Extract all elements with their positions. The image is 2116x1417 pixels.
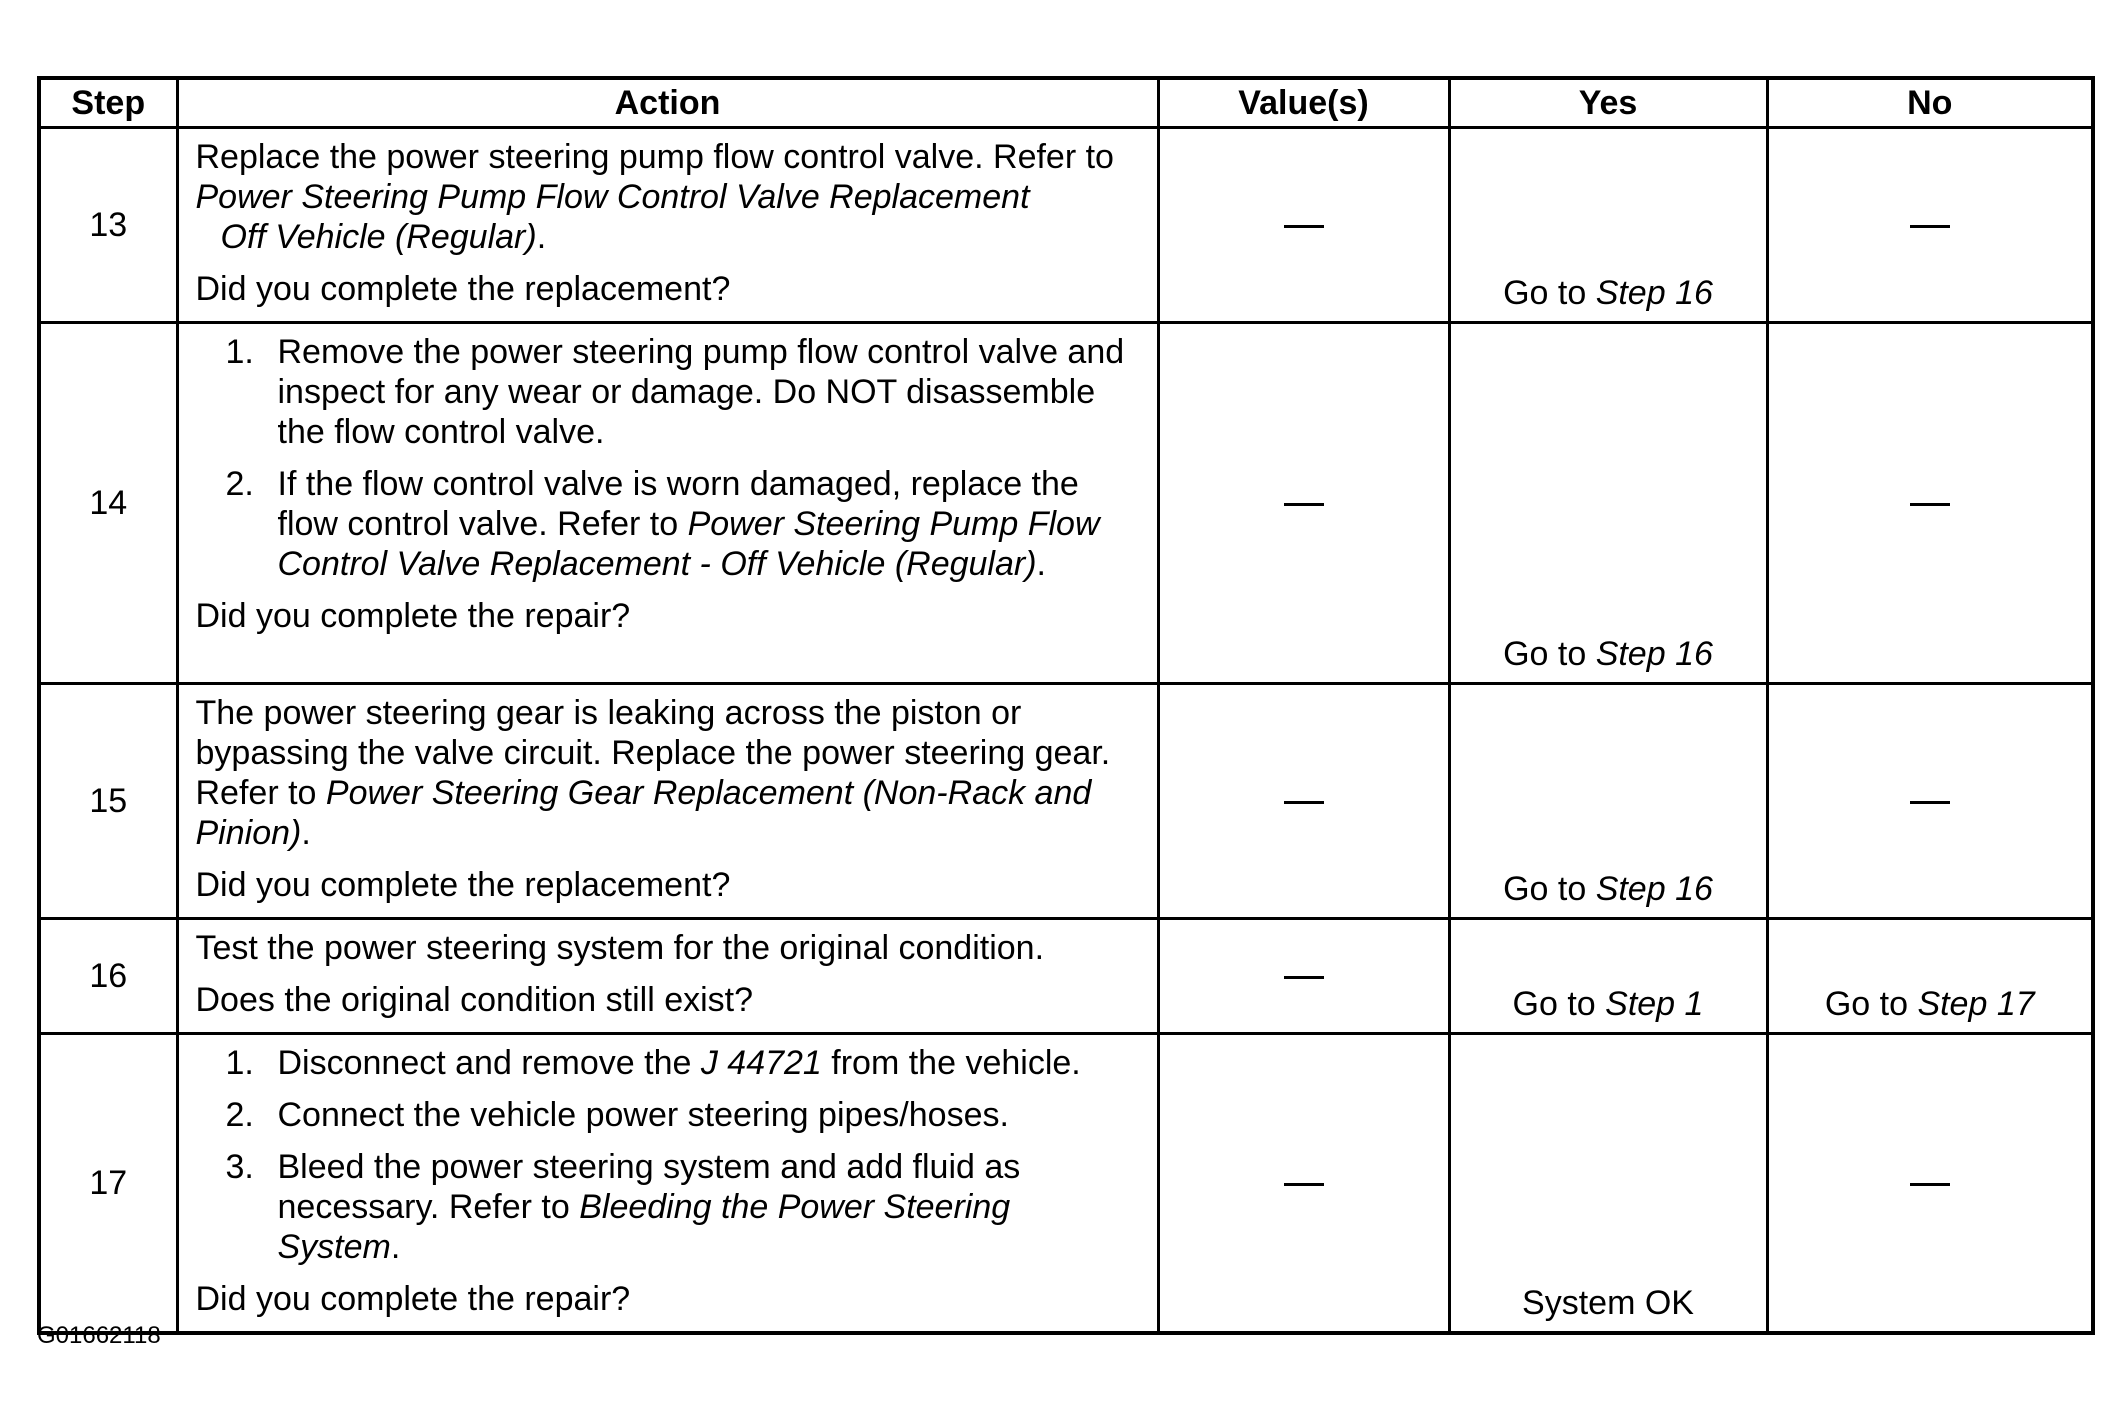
no-cell [1767, 1034, 2093, 1334]
list-item [196, 464, 1141, 584]
action-text: Test the power steering system for the original condition. [195, 929, 1045, 967]
table-row [39, 919, 2093, 1034]
action-cell [177, 1034, 1158, 1334]
list-item-text: Bleed the power steering system and add fluid as necessary. Refer to [277, 1148, 1021, 1226]
action-text-part: . [301, 814, 311, 852]
dash-mark [1910, 801, 1950, 804]
list-item [196, 1043, 1141, 1083]
action-text-part: Replace the power steering pump flow control valve. Refer to [195, 138, 1114, 176]
value-cell [1158, 919, 1449, 1034]
list-number: 2. [225, 465, 254, 503]
goto-text: Go to [1512, 985, 1606, 1023]
list-item-text: If the flow control valve is worn damaged, replace the flow control valve. Refer to [277, 465, 1079, 543]
step-number: 15 [39, 684, 177, 919]
step-number: 14 [39, 323, 177, 684]
list-number: 1. [225, 333, 254, 371]
table-row [39, 684, 2093, 919]
action-cell [177, 128, 1158, 323]
table-row [39, 323, 2093, 684]
action-question: Did you complete the repair? [195, 597, 631, 635]
action-cell [177, 323, 1158, 684]
action-question: Did you complete the replacement? [195, 270, 731, 308]
list-number: 2. [225, 1096, 254, 1134]
header-action: Action [177, 78, 1158, 128]
list-item-text: Remove the power steering pump flow control valve and inspect for any wear or damage. Do NOT disassemble the flow control valve. [277, 333, 1125, 451]
goto-text: Go to [1824, 985, 1918, 1023]
header-step: Step [39, 78, 177, 128]
dash-mark [1284, 225, 1324, 228]
dash-mark [1910, 1183, 1950, 1186]
yes-cell: System OK [1449, 1034, 1767, 1334]
list-item-text: from the vehicle. [821, 1044, 1081, 1082]
reference-text: Power Steering Gear Replacement (Non-Rack and Pinion) [195, 774, 1092, 852]
header-yes: Yes [1449, 78, 1767, 128]
no-cell [1767, 323, 2093, 684]
list-item-text: . [390, 1228, 401, 1266]
reference-text: Power Steering Pump Flow Control Valve Replacement - Off Vehicle (Regular) [277, 505, 1100, 583]
figure-id: G01662118 [37, 1322, 161, 1349]
action-text [196, 137, 1141, 257]
step-link[interactable]: Step 17 [1917, 985, 2035, 1023]
header-row [39, 78, 2093, 128]
goto-text: Go to [1503, 274, 1596, 312]
yes-cell [1449, 323, 1767, 684]
action-list [196, 332, 1141, 584]
action-question: Does the original condition still exist? [195, 981, 754, 1019]
dash-mark [1910, 503, 1950, 506]
yes-cell [1449, 919, 1767, 1034]
dash-mark [1284, 1183, 1324, 1186]
dash-mark [1284, 801, 1324, 804]
dash-mark [1284, 503, 1324, 506]
dash-mark [1284, 976, 1324, 979]
table-row [39, 1034, 2093, 1334]
value-cell [1158, 1034, 1449, 1334]
table-row [39, 128, 2093, 323]
no-cell [1767, 684, 2093, 919]
step-number: 16 [39, 919, 177, 1034]
no-cell [1767, 128, 2093, 323]
list-item [196, 1095, 1141, 1135]
dash-mark [1910, 225, 1950, 228]
reference-text: Bleeding the Power Steering System [277, 1188, 1011, 1266]
action-cell [177, 919, 1158, 1034]
goto-text: Go to [1503, 870, 1596, 908]
action-question: Did you complete the repair? [195, 1280, 631, 1318]
step-link[interactable]: Step 1 [1605, 985, 1704, 1023]
header-values: Value(s) [1158, 78, 1449, 128]
value-cell [1158, 684, 1449, 919]
list-item [196, 1147, 1141, 1267]
step-link[interactable]: Step 16 [1595, 635, 1713, 673]
list-number: 1. [225, 1044, 254, 1082]
reference-text: J 44721 [700, 1044, 822, 1082]
step-link[interactable]: Step 16 [1595, 870, 1713, 908]
yes-cell [1449, 128, 1767, 323]
diagnostic-table [37, 76, 2095, 1335]
value-cell [1158, 323, 1449, 684]
action-cell [177, 684, 1158, 919]
step-number: 13 [39, 128, 177, 323]
goto-text: Go to [1503, 635, 1596, 673]
no-cell [1767, 919, 2093, 1034]
reference-text: Off Vehicle (Regular) [220, 218, 537, 256]
action-question: Did you complete the replacement? [195, 866, 731, 904]
list-item-text: Connect the vehicle power steering pipes/hoses. [277, 1096, 1009, 1134]
action-text-part: The power steering gear is leaking across the piston or bypassing the valve circuit. Replace the power steering gear. Refer to [195, 694, 1111, 812]
step-number: 17 [39, 1034, 177, 1334]
header-no: No [1767, 78, 2093, 128]
reference-text: Power Steering Pump Flow Control Valve Replacement [195, 178, 1030, 216]
list-item-text: Disconnect and remove the [277, 1044, 701, 1082]
yes-cell [1449, 684, 1767, 919]
action-text [196, 693, 1141, 853]
list-number: 3. [225, 1148, 254, 1186]
action-text-part: . [536, 218, 547, 256]
value-cell [1158, 128, 1449, 323]
list-item [196, 332, 1141, 452]
action-list [196, 1043, 1141, 1267]
list-item-text: . [1036, 545, 1046, 583]
step-link[interactable]: Step 16 [1595, 274, 1713, 312]
